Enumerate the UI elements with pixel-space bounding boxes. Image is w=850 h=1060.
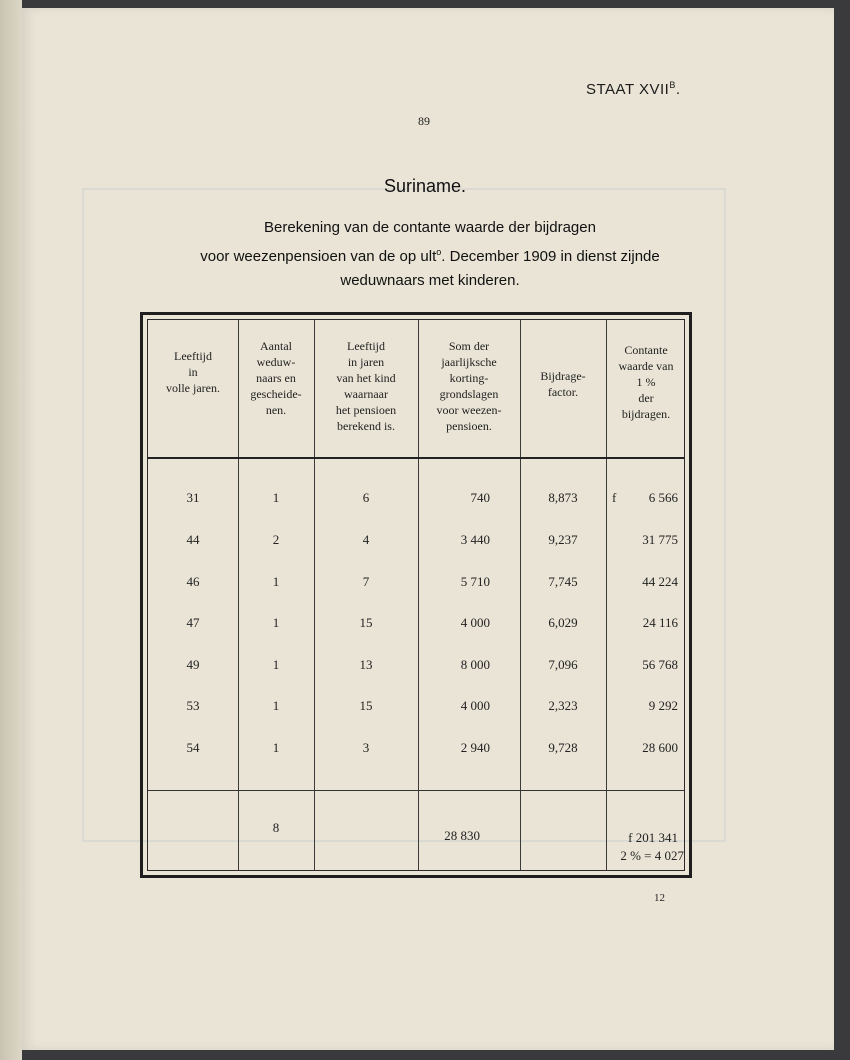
total-rule: [148, 790, 684, 791]
cell-child-age: 4: [362, 532, 370, 547]
cell-factor: 9,728: [548, 740, 578, 755]
cell-age: 53: [186, 698, 200, 713]
cell-sum: 8 000: [460, 657, 490, 672]
cell-currency: f: [612, 490, 617, 505]
column-divider: [520, 320, 521, 870]
cell-factor: 7,096: [548, 657, 578, 672]
subtitle-line-1: Berekening van de contante waarde der bijdragen: [264, 219, 596, 236]
page-number: 89: [418, 114, 430, 128]
header-child-age: Leeftijd in jaren van het kind waarnaar het pensioen berekend is.: [335, 339, 397, 433]
cell-child-age: 15: [359, 698, 373, 713]
cell-sum: 3 440: [460, 532, 490, 547]
cell-value: 56 768: [642, 657, 678, 672]
book-gutter: [0, 0, 22, 1060]
header-value: Contante waarde van 1 % der bijdragen.: [618, 343, 674, 421]
cell-age: 49: [186, 657, 200, 672]
total-two-percent: 2 % = 4 027: [620, 848, 684, 863]
cell-value: 44 224: [642, 574, 678, 589]
total-value: f 201 341: [628, 830, 678, 845]
cell-sum: 5 710: [460, 574, 490, 589]
cell-factor: 8,873: [548, 490, 578, 505]
cell-age: 31: [186, 490, 200, 505]
page-title: Suriname.: [383, 176, 467, 196]
cell-factor: 2,323: [548, 698, 578, 713]
cell-factor: 7,745: [548, 574, 578, 589]
table-inner: [147, 319, 685, 871]
cell-age: 47: [186, 615, 200, 630]
cell-value: 6 566: [648, 490, 678, 505]
data-table: [140, 312, 692, 878]
cell-sum: 740: [470, 490, 490, 505]
staat-label: STAAT $XVII^B$.: [586, 80, 681, 98]
cell-count: 2: [272, 532, 280, 547]
cell-sum: 4 000: [460, 615, 490, 630]
header-sum: Som der jaarlijksche korting- grondslagen voor weezen- pensioen.: [436, 339, 502, 433]
sheet-number: 12: [654, 892, 665, 904]
cell-sum: 4 000: [460, 698, 490, 713]
cell-value: 31 775: [642, 532, 678, 547]
cell-count: 1: [272, 490, 280, 505]
cell-child-age: 3: [362, 740, 370, 755]
cell-factor: 6,029: [548, 615, 578, 630]
cell-count: 1: [272, 615, 280, 630]
header-count: Aantal weduw- naars en gescheide- nen.: [250, 339, 302, 417]
total-sum: 28 830: [444, 828, 480, 843]
cell-count: 1: [272, 574, 280, 589]
total-count: 8: [272, 820, 280, 835]
page-subtitle: [150, 216, 710, 293]
cell-count: 1: [272, 740, 280, 755]
cell-age: 44: [186, 532, 200, 547]
header-age: Leeftijd in volle jaren.: [166, 349, 220, 395]
header-factor: Bijdrage- factor.: [540, 369, 586, 399]
cell-count: 1: [272, 657, 280, 672]
cell-value: 9 292: [648, 698, 678, 713]
header-rule: [148, 457, 684, 459]
subtitle-line-2: voor weezenpensioen van de op ult$^o$. December 1909 in dienst zijnde: [200, 247, 660, 265]
subtitle-line-3: weduwnaars met kinderen.: [340, 272, 520, 289]
cell-count: 1: [272, 698, 280, 713]
cell-factor: 9,237: [548, 532, 578, 547]
cell-child-age: 13: [359, 657, 373, 672]
cell-age: 46: [186, 574, 200, 589]
cell-sum: 2 940: [460, 740, 490, 755]
cell-age: 54: [186, 740, 200, 755]
cell-child-age: 7: [362, 574, 370, 589]
cell-value: 24 116: [642, 615, 678, 630]
cell-value: 28 600: [642, 740, 678, 755]
cell-child-age: 6: [362, 490, 370, 505]
cell-child-age: 15: [359, 615, 373, 630]
